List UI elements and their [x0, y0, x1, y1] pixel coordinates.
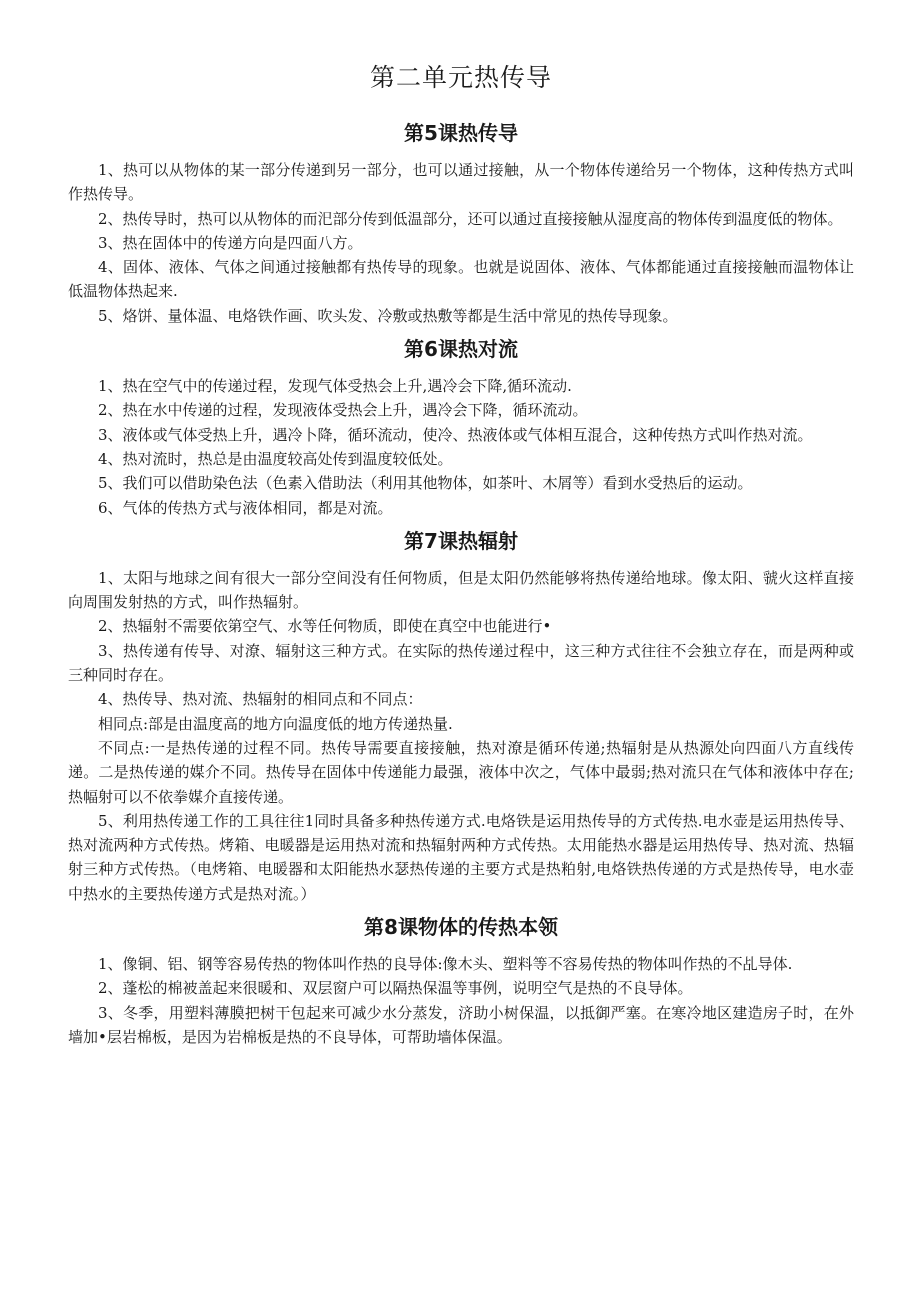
document-page	[68, 60, 854, 1055]
lesson-7	[68, 526, 854, 906]
paragraph: 2、热在水中传递的过程，发现液体受热会上升，遇冷会下降，循环流动。	[98, 401, 588, 420]
paragraph: 2、热传导时，热可以从物体的而汜部分传到低温部分，还可以通过直接接触从湿度高的物体传到温度低的物体。	[98, 209, 843, 228]
paragraph: 5、利用热传递工作的工具往往1同时具备多种热传递方式.电烙铁是运用热传导的方式传热.电水壶是运用热传导、热对流两种方式传热。烤箱、电暖器是运用热对流和热辐射两种方式传热。太用能热水器是运用热传导、热对流、热辐射三种方式传热。（电烤箱、电暖器和太阳能热水瑟热传递的主要方式是热粕射,电烙铁热传递的方式是热传导，电水壶中热水的主要热传递方式是热对流。）	[68, 811, 854, 903]
paragraph: 不同点:一是热传递的过程不同。热传导需要直接接触，热对潦是循环传递;热辐射是从热源处向四面八方直线传递。二是热传递的媒介不同。热传导在固体中传递能力最强，液体中次之，气体中最弱;热对流只在气体和液体中存在;热幅射可以不依拳媒介直接传递。	[68, 738, 854, 806]
paragraph: 3、热在固体中的传递方向是四面八方。	[98, 233, 363, 252]
paragraph: 1、像铜、铝、钢等容易传热的物体叫作热的良导体:像木头、塑料等不容易传热的物体叫作热的不乩导体.	[98, 955, 793, 974]
paragraph: 1、热在空气中的传递过程，发现气体受热会上升,遇冷会下降,循环流动.	[98, 377, 572, 396]
paragraph: 6、气体的传热方式与液体相同，都是对流。	[98, 498, 393, 517]
paragraph: 2、热辐射不需要依第空气、水等任何物质，即使在真空中也能进行•	[98, 617, 552, 636]
paragraph: 5、烙饼、量体温、电烙铁作画、吹头发、冷敷或热敷等都是生活中常见的热传导现象。	[98, 306, 678, 325]
lesson-title: 第7课热辐射	[404, 528, 518, 553]
document-title: 第二单元热传导	[369, 63, 552, 92]
paragraph: 1、热可以从物体的某一部分传递到另一部分，也可以通过接触，从一个物体传递给另一个物体，这种传热方式叫作热传导。	[68, 161, 854, 204]
paragraph: 3、热传递有传导、对潦、辐射这三种方式。在实际的热传递过程中，这三种方式往往不会独立存在，而是两种或三种同时存在。	[68, 641, 854, 685]
lesson-title: 第8课物体的传热本领	[364, 915, 558, 940]
paragraph: 相同点:部是由温度高的地方向温度低的地方传递热量.	[98, 714, 453, 733]
lesson-title: 第5课热传导	[404, 121, 518, 145]
paragraph: 2、蓬松的棉被盖起来很暖和、双层窗户可以隔热保温等事例，说明空气是热的不良导体。	[98, 979, 693, 998]
paragraph: 3、冬季，用塑料薄膜把树干包起来可减少水分蒸发，济助小树保温，以抵御严塞。在寒冷地区建造房子时，在外墙加•层岩棉板，是因为岩棉板是热的不良导体，可帮助墙体保温。	[68, 1003, 854, 1046]
paragraph: 4、热对流时，热总是由温度较高处传到温度较低处。	[98, 449, 453, 468]
lesson-5	[68, 118, 854, 328]
lesson-8	[68, 912, 854, 1049]
paragraph: 4、热传导、热对流、热辐射的相同点和不同点：	[98, 690, 423, 709]
lesson-6	[68, 334, 854, 520]
paragraph: 4、固体、液体、气体之间通过接触都有热传导的现象。也就是说固体、液体、气体都能通过直接接触而温物体让低温物体热起来.	[68, 258, 854, 301]
paragraph: 1、太阳与地球之间有很大一部分空间没有任何物质，但是太阳仍然能够将热传递给地球。像太阳、虢火这样直接向周围发射热的方式，叫作热辐射。	[68, 568, 854, 612]
paragraph: 3、液体或气体受热上升，遇冷卜降，循环流动，使冷、热液体或气体相互混合，这种传热方式叫作热对流。	[98, 425, 813, 444]
lesson-title: 第6课热对流	[404, 337, 518, 362]
paragraph: 5、我们可以借助染色法（色素入借助法（利用其他物体，如茶叶、木屑等）看到水受热后的运动。	[98, 474, 753, 493]
